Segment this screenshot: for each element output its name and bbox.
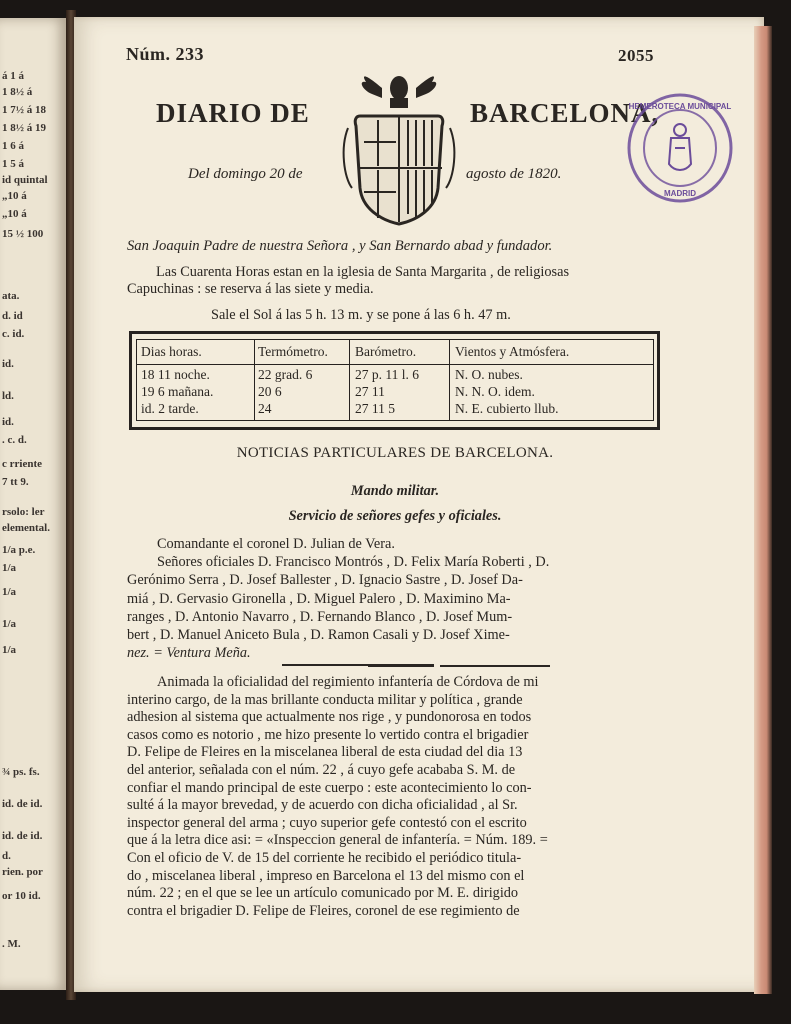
stamp-text-top: HEMEROTECA MUNICIPAL: [628, 102, 732, 111]
left-page-text-fragment: „10 á: [2, 190, 27, 202]
service-line: ranges , D. Antonio Navarro , D. Fernando Blanco , D. Josef Mum-: [127, 608, 513, 625]
weather-row-2-winds: N. N. O. idem.: [455, 384, 535, 399]
service-paragraph: [127, 536, 662, 663]
left-page-text-fragment: d. id: [2, 310, 23, 322]
left-page-text-fragment: 15 ½ 100: [2, 228, 44, 240]
left-page-text-fragment: c. id.: [2, 328, 25, 340]
left-page-text-fragment: 1 6 á: [2, 140, 24, 152]
left-page-text-fragment: elemental.: [2, 522, 50, 534]
left-page-text-fragment: á 1 á: [2, 70, 24, 82]
left-page-text-fragment: d.: [2, 850, 11, 862]
weather-row-1-winds: N. O. nubes.: [455, 367, 523, 382]
left-page-text-fragment: rsolo: ler: [2, 506, 45, 518]
left-page-text-fragment: id. de id.: [2, 830, 43, 842]
left-page-text-fragment: 1/a: [2, 562, 17, 574]
issue-number: Núm. 233: [126, 44, 205, 64]
coat-of-arms-icon: [338, 68, 460, 230]
left-page-text-fragment: 1 7½ á 18: [2, 104, 46, 116]
body-line: D. Felipe de Fleires en la miscelanea liberal de esta ciudad del dia 13: [127, 744, 523, 761]
left-page-text-fragment: or 10 id.: [2, 890, 41, 902]
body-line: Con el oficio de V. de 15 del corriente he recibido el periódico titula-: [127, 849, 522, 866]
body-line: adhesion al sistema que actualmente nos rige , y pundonorosa en todos: [127, 709, 532, 726]
weather-row-3-time: id. 2 tarde.: [141, 401, 199, 416]
left-page-text-fragment: id quintal: [2, 174, 48, 186]
body-line: confiar el mando principal de este cuerpo : este acontecimiento lo con-: [127, 779, 532, 796]
left-page-text-fragment: c rriente: [2, 458, 42, 470]
weather-row-3-winds: N. E. cubierto llub.: [455, 401, 559, 416]
weather-row-2-baro: 27 11: [355, 384, 385, 399]
divider: [368, 664, 434, 667]
weather-row-2-thermo: 20 6: [258, 384, 282, 399]
weather-row-3-baro: 27 11 5: [355, 401, 395, 416]
saints-line: San Joaquin Padre de nuestra Señora , y San Bernardo abad y fundador.: [127, 238, 553, 254]
left-page-text-fragment: id.: [2, 416, 14, 428]
subsection-servicio: Servicio de señores gefes y oficiales.: [288, 508, 502, 524]
masthead-title-left: DIARIO DE: [156, 98, 310, 128]
subsection-mando-militar: Mando militar.: [350, 483, 440, 499]
left-page-text-fragment: 1 5 á: [2, 158, 24, 170]
service-line: miá , D. Gervasio Gironella , D. Miguel Palero , D. Maximino Ma-: [127, 590, 511, 607]
article-body: [127, 674, 667, 920]
weather-row-3-thermo: 24: [258, 401, 272, 416]
cuarenta-horas-line-2: Capuchinas : se reserva á las siete y media.: [127, 281, 374, 297]
weather-header-thermometer: Termómetro.: [258, 344, 328, 359]
left-page-text-fragment: 1/a: [2, 644, 17, 656]
divider: [440, 665, 550, 667]
cuarenta-horas-line-1: Las Cuarenta Horas estan en la iglesia de Santa Margarita , de religiosas: [156, 264, 570, 280]
service-line: Comandante el coronel D. Julian de Vera.: [157, 536, 395, 552]
body-line: contra el brigadier D. Felipe de Fleires, coronel de ese regimiento de: [127, 902, 520, 919]
left-page-text-fragment: id. de id.: [2, 798, 43, 810]
body-line: casos como es notorio , me hizo presente lo vertido contra el brigadier: [127, 726, 529, 743]
left-page-text-fragment: 1/a: [2, 618, 17, 630]
left-page-text-fragment: „10 á: [2, 208, 27, 220]
weather-header-winds: Vientos y Atmósfera.: [455, 344, 570, 359]
service-line: Señores oficiales D. Francisco Montrós , D. Felix María Roberti , D.: [157, 554, 550, 571]
page-edge: [754, 26, 772, 994]
weather-row-1-baro: 27 p. 11 l. 6: [355, 367, 419, 382]
body-line: del anterior, señalada con el núm. 22 , á cuyo gefe acababa S. M. de: [127, 761, 516, 778]
stamp-text-bottom: MADRID: [664, 189, 696, 198]
service-line: Gerónimo Serra , D. Josef Ballester , D. Ignacio Sastre , D. Josef Da-: [127, 572, 523, 589]
masthead-title-right: BARCELONA,: [470, 98, 660, 128]
divider: [282, 664, 372, 666]
page-number: 2055: [618, 46, 654, 65]
left-page-text-fragment: ¾ ps. fs.: [2, 766, 40, 778]
sun-times-line: Sale el Sol á las 5 h. 13 m. y se pone á las 6 h. 47 m.: [211, 307, 511, 323]
body-line: sulté á la mayor brevedad, y de acuerdo con dicha oficialidad , al Sr.: [127, 797, 518, 814]
weather-table: [136, 339, 654, 421]
left-page-text-fragment: . c. d.: [2, 434, 27, 446]
body-line: inspector general del arma ; cuyo superior gefe contestó con el escrito: [127, 814, 527, 831]
weather-header-days: Dias horas.: [141, 344, 202, 359]
left-page-text-fragment: ld.: [2, 390, 14, 402]
library-stamp-icon: [625, 92, 735, 204]
service-line: bert , D. Manuel Aniceto Bula , D. Ramon Casali y D. Josef Xime-: [127, 626, 510, 643]
body-line: núm. 22 ; en el que se lee un artículo comunicado por M. E. dirigido: [127, 885, 519, 902]
left-page-text-fragment: 1/a: [2, 586, 17, 598]
left-page-text-fragment: . M.: [2, 938, 21, 950]
weather-header-barometer: Barómetro.: [355, 344, 417, 359]
weather-row-2-time: 19 6 mañana.: [141, 384, 214, 399]
service-line-signature: nez. = Ventura Meña.: [127, 645, 251, 662]
left-page-text-fragment: ata.: [2, 290, 20, 302]
left-page-text-fragment: id.: [2, 358, 14, 370]
body-line: Animada la oficialidad del regimiento infantería de Córdova de mi: [157, 674, 539, 690]
section-title: NOTICIAS PARTICULARES DE BARCELONA.: [236, 445, 554, 461]
body-line: que á la letra dice asi: = «Inspeccion general de infantería. = Núm. 189. =: [127, 832, 548, 849]
date-right: agosto de 1820.: [466, 166, 562, 182]
left-page-text-fragment: 1/a p.e.: [2, 544, 36, 556]
body-line: do , miscelanea liberal , impreso en Barcelona el 13 del mismo con el: [127, 867, 525, 884]
left-page-text-fragment: 1 8½ á 19: [2, 122, 46, 134]
body-line: interino cargo, de la mas brillante conducta militar y política , grande: [127, 691, 523, 708]
weather-row-1-time: 18 11 noche.: [141, 367, 210, 382]
weather-row-1-thermo: 22 grad. 6: [258, 367, 313, 382]
left-page-fragment: [0, 18, 68, 990]
date-left: Del domingo 20 de: [188, 166, 303, 182]
left-page-text-fragment: 1 8½ á: [2, 86, 33, 98]
left-page-text-fragment: rien. por: [2, 866, 43, 878]
left-page-text-fragment: 7 tt 9.: [2, 476, 29, 488]
